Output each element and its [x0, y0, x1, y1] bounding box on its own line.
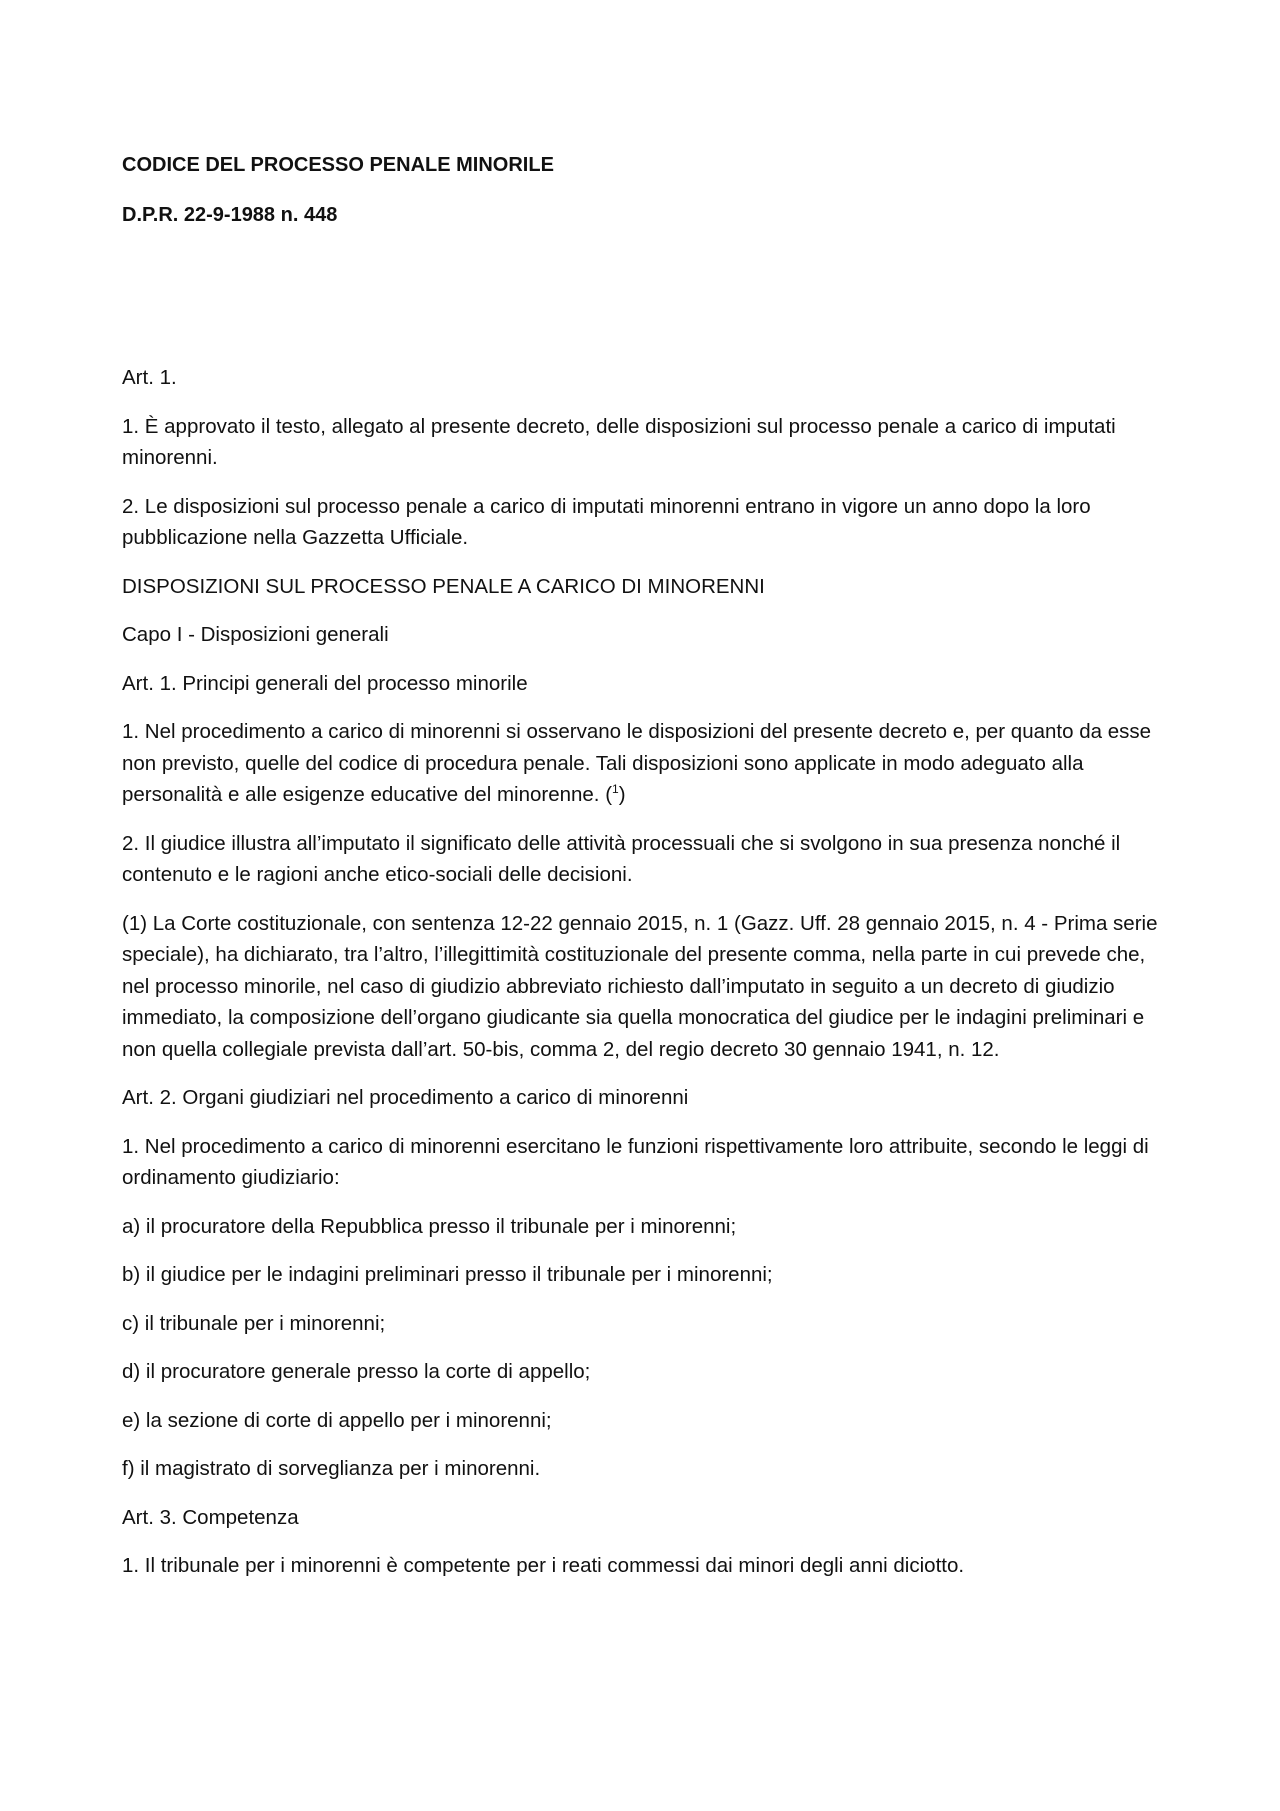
- decree-article-heading: Art. 1.: [122, 366, 177, 389]
- art3-heading: Art. 3. Competenza: [122, 1505, 299, 1529]
- chapter-heading: Capo I - Disposizioni generali: [122, 623, 389, 646]
- list-item: c) il tribunale per i minorenni;: [122, 1311, 386, 1335]
- list-item: a) il procuratore della Repubblica presso il tribunale per i minorenni;: [122, 1214, 737, 1238]
- art1-heading: Art. 1. Principi generali del processo minorile: [122, 671, 528, 695]
- section-title: DISPOSIZIONI SUL PROCESSO PENALE A CARICO DI MINORENNI: [122, 574, 765, 598]
- art1-para-1-close: ): [618, 783, 626, 806]
- footnote-reference: 1: [612, 782, 619, 797]
- art2-heading: Art. 2. Organi giudiziari nel procedimento a carico di minorenni: [122, 1086, 689, 1109]
- decree-article-para-2: 2. Le disposizioni sul processo penale a carico di imputati minorenni entrano in vigore un anno dopo la loro pubblicazione nella Gazzetta Ufficiale.: [122, 494, 1091, 549]
- art2-intro: 1. Nel procedimento a carico di minorenni esercitano le funzioni rispettivamente loro attribuite, secondo le leggi di ordinamento giudiziario:: [122, 1134, 1149, 1189]
- list-item: b) il giudice per le indagini preliminari presso il tribunale per i minorenni;: [122, 1263, 773, 1286]
- art1-para-1-text: 1. Nel procedimento a carico di minorenni si osservano le disposizioni del presente decreto e, per quanto da esse non previsto, quelle del codice di procedura penale. Tali disposizioni sono applicate in modo adeguato alla personalità e alle esigenze educative del minorenne. (: [122, 720, 1152, 806]
- art1-footnote: (1) La Corte costituzionale, con sentenza 12-22 gennaio 2015, n. 1 (Gazz. Uff. 28 gennaio 2015, n. 4 - Prima serie speciale), ha dichiarato, tra l’altro, l’illegittimità costituzionale del presente comma, nella parte in cui prevede che, nel processo minorile, nel caso di giudizio abbreviato richiesto dall’imputato in seguito a un decreto di giudizio immediato, la composizione dell’organo giudicante sia quella monocratica del giudice per le indagini preliminari e non quella collegiale prevista dall’art. 50-bis, comma 2, del regio decreto 30 gennaio 1941, n. 12.: [122, 911, 1158, 1061]
- art3-para-1: 1. Il tribunale per i minorenni è competente per i reati commessi dai minori degli anni diciotto.: [122, 1554, 965, 1577]
- decree-article-para-1: 1. È approvato il testo, allegato al presente decreto, delle disposizioni sul processo penale a carico di imputati minorenni.: [122, 414, 1116, 469]
- document-page: [122, 150, 1162, 1599]
- list-item: e) la sezione di corte di appello per i minorenni;: [122, 1408, 552, 1432]
- document-subtitle: D.P.R. 22-9-1988 n. 448: [122, 203, 338, 226]
- spacer: [122, 248, 1162, 362]
- list-item: f) il magistrato di sorveglianza per i minorenni.: [122, 1457, 541, 1480]
- art1-para-1: [122, 716, 1162, 811]
- document-title: CODICE DEL PROCESSO PENALE MINORILE: [122, 154, 554, 176]
- list-item: d) il procuratore generale presso la corte di appello;: [122, 1360, 591, 1383]
- art1-para-2: 2. Il giudice illustra all’imputato il significato delle attività processuali che si svolgono in sua presenza nonché il contenuto e le ragioni anche etico-sociali delle decisioni.: [122, 831, 1121, 886]
